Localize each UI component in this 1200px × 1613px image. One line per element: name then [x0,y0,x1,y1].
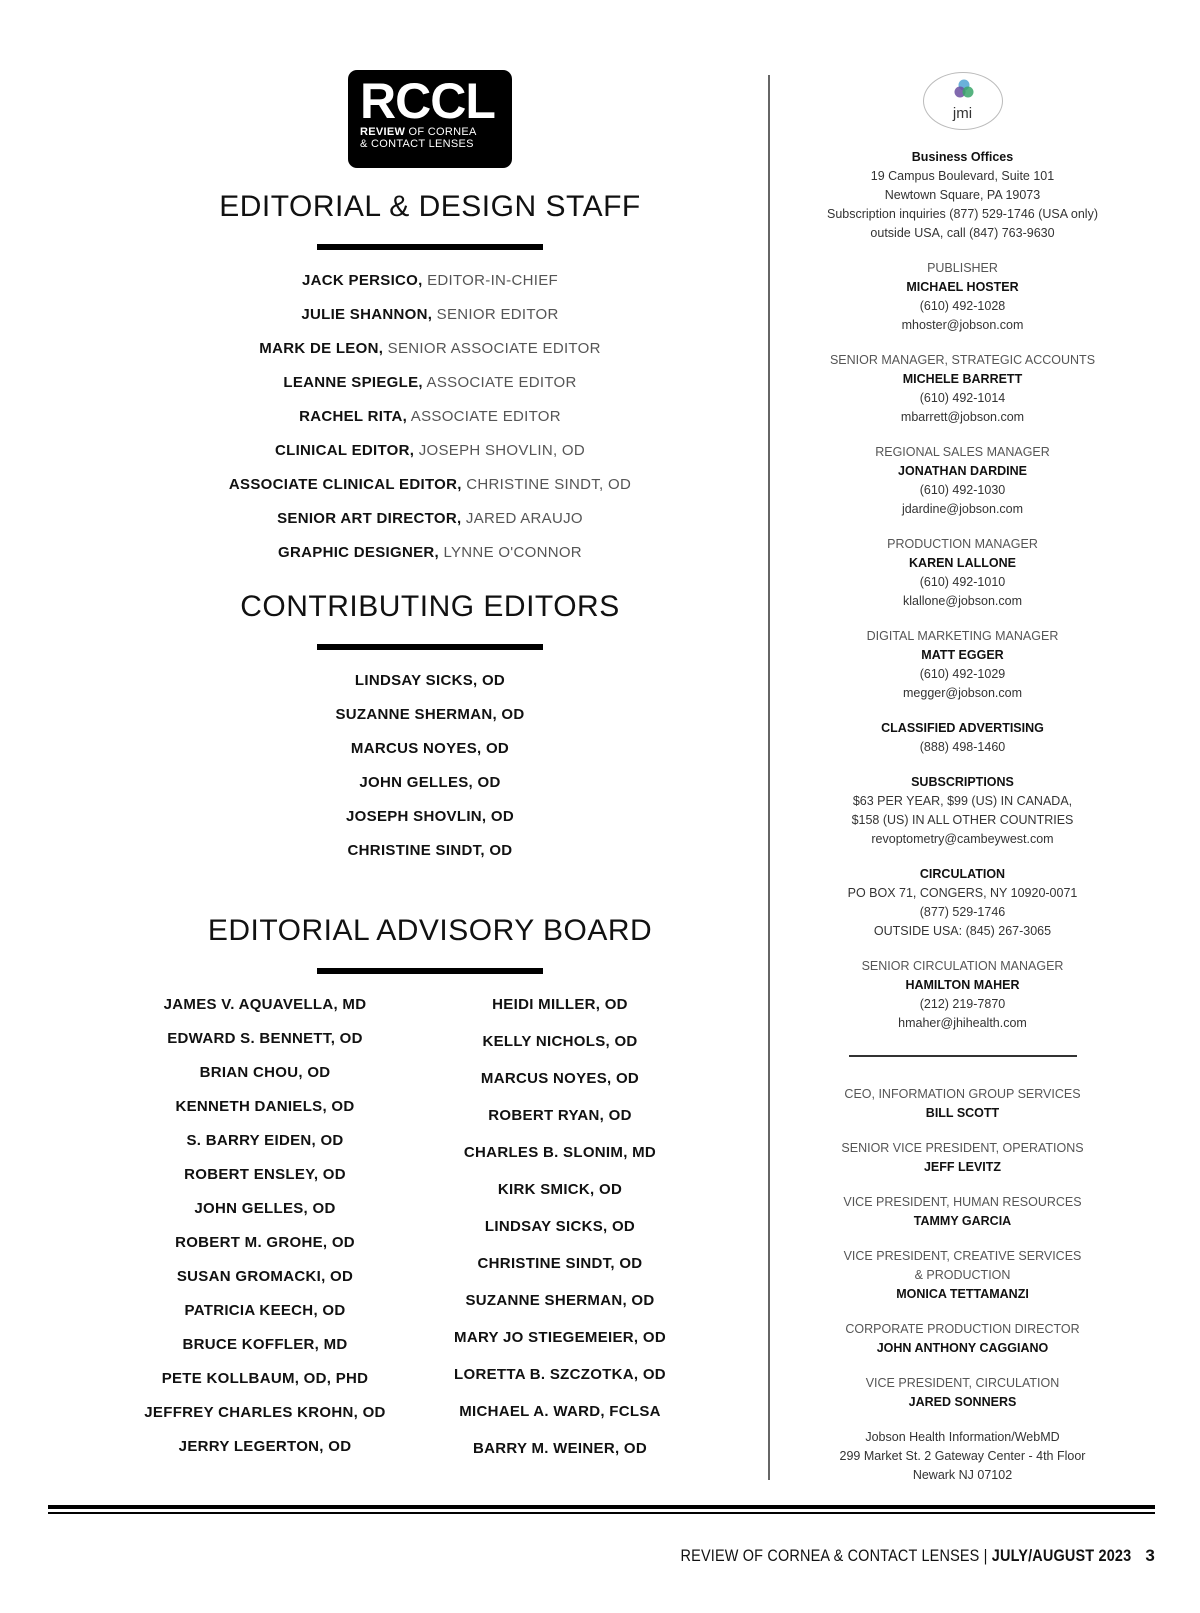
board-member: ROBERT RYAN, OD [488,1107,632,1124]
contact-block [800,627,1125,703]
staff-title: SENIOR ASSOCIATE EDITOR [383,340,601,357]
circulation-block [800,865,1125,941]
address-line: 299 Market St. 2 Gateway Center - 4th Floor [839,1448,1086,1463]
circulation-line: PO BOX 71, CONGERS, NY 10920-0071 [847,886,1078,900]
staff-item [120,476,740,510]
logo-sub-bold: REVIEW [360,126,406,138]
circ-manager-name: HAMILTON MAHER [905,978,1020,992]
editorial-heading: EDITORIAL & DESIGN STAFF [219,190,641,223]
classified-block [800,719,1125,757]
board-member: BRIAN CHOU, OD [199,1064,331,1081]
board-member: PETE KOLLBAUM, OD, PHD [161,1370,369,1387]
board-member: MICHAEL A. WARD, FCLSA [459,1403,661,1420]
staff-item [120,544,740,578]
jmi-logo-text: jmi [952,105,973,122]
page-footer [601,1546,1155,1566]
board-member: KENNETH DANIELS, OD [175,1098,355,1115]
executive-name: JARED SONNERS [908,1394,1017,1409]
executive-role: VICE PRESIDENT, CIRCULATION [865,1375,1060,1390]
page-number: 3 [1145,1546,1155,1565]
staff-item [120,442,740,476]
contact-email[interactable]: klallone@jobson.com [902,594,1022,608]
staff-item [120,272,740,306]
staff-title: JARED ARAUJO [461,510,583,527]
staff-name: JULIE SHANNON, [301,306,433,323]
contact-name: MICHAEL HOSTER [906,280,1019,294]
board-member: JAMES V. AQUAVELLA, MD [163,996,367,1013]
board-member: BRUCE KOFFLER, MD [182,1336,348,1353]
contact-name: MICHELE BARRETT [902,372,1023,386]
business-offices [800,148,1125,243]
executive-block [800,1247,1125,1304]
staff-title: JOSEPH SHOVLIN, OD [414,442,585,459]
executive-role: CEO, INFORMATION GROUP SERVICES [844,1086,1081,1101]
editorial-staff-list [120,272,740,578]
board-member: JEFFREY CHARLES KROHN, OD [144,1404,386,1421]
contact-role: PUBLISHER [927,261,998,275]
board-member: ROBERT M. GROHE, OD [175,1234,355,1251]
board-member: ROBERT ENSLEY, OD [184,1166,346,1183]
left-column [120,70,740,1456]
board-member: EDWARD S. BENNETT, OD [167,1030,363,1047]
footer-publication [681,1546,1132,1566]
logo-sub-rest: OF CORNEA [405,126,477,138]
contact-phone: (610) 492-1014 [919,391,1006,405]
subscriptions-email[interactable]: revoptometry@cambeywest.com [871,832,1054,846]
executives-list [800,1085,1125,1412]
contributing-editor: CHRISTINE SINDT, OD [347,842,513,859]
address-line: Newark NJ 07102 [912,1467,1013,1482]
contact-block [800,535,1125,611]
classified-phone: (888) 498-1460 [919,740,1006,754]
contributing-editor: JOSEPH SHOVLIN, OD [346,808,514,825]
staff-name: RACHEL RITA, [299,408,408,425]
circ-manager-email[interactable]: hmaher@jhihealth.com [898,1016,1027,1030]
board-member: JERRY LEGERTON, OD [178,1438,352,1455]
staff-name: LEANNE SPIEGLE, [283,374,423,391]
contributing-editor: JOHN GELLES, OD [359,774,501,791]
advisory-column-2 [420,996,700,1477]
executive-role: CORPORATE PRODUCTION DIRECTOR [845,1321,1080,1336]
logo-title: RCCL [360,73,495,129]
staff-name: CLINICAL EDITOR, [274,442,415,459]
staff-title: ASSOCIATE EDITOR [407,408,561,425]
executive-role: VICE PRESIDENT, HUMAN RESOURCES [843,1194,1082,1209]
contact-role: PRODUCTION MANAGER [887,537,1038,551]
footer-issue: JULY/AUGUST 2023 [991,1546,1132,1565]
board-member: MARY JO STIEGEMEIER, OD [454,1329,666,1346]
contributing-editor: MARCUS NOYES, OD [350,740,510,757]
footer-rule-thick [48,1505,1155,1509]
board-member: PATRICIA KEECH, OD [184,1302,346,1319]
contact-email[interactable]: megger@jobson.com [903,686,1022,700]
editorial-rule [317,244,543,250]
subscriptions-title: SUBSCRIPTIONS [911,775,1014,789]
executive-block [800,1320,1125,1358]
executive-name: JEFF LEVITZ [923,1159,1002,1174]
jmi-logo [923,72,1003,130]
footer-publication-name: REVIEW OF CORNEA & CONTACT LENSES [680,1546,980,1565]
contributing-heading: CONTRIBUTING EDITORS [240,590,620,623]
circulation-manager-block [800,957,1125,1033]
logo-subtitle-2: & CONTACT LENSES [360,138,474,150]
contributing-list [120,672,740,876]
staff-name: JACK PERSICO, [302,272,423,289]
footer-separator: | [979,1546,992,1565]
executive-role-cont: & PRODUCTION [914,1267,1011,1282]
staff-name: ASSOCIATE CLINICAL EDITOR, [228,476,462,493]
contact-email[interactable]: mhoster@jobson.com [901,318,1024,332]
board-member: LINDSAY SICKS, OD [484,1218,636,1235]
executive-block [800,1085,1125,1123]
board-member: MARCUS NOYES, OD [480,1070,640,1087]
contact-role: DIGITAL MARKETING MANAGER [866,629,1059,643]
circulation-line: (877) 529-1746 [919,905,1006,919]
staff-name: MARK DE LEON, [259,340,384,357]
circulation-title: CIRCULATION [919,867,1006,881]
contact-name: KAREN LALLONE [909,556,1016,570]
advisory-heading: EDITORIAL ADVISORY BOARD [207,914,653,947]
advisory-column-1 [120,996,410,1472]
staff-title: SENIOR EDITOR [432,306,559,323]
staff-title: CHRISTINE SINDT, OD [461,476,632,493]
executive-role: SENIOR VICE PRESIDENT, OPERATIONS [841,1140,1084,1155]
footer-rule-thin [48,1512,1155,1514]
address-block [800,1428,1125,1485]
staff-title: EDITOR-IN-CHIEF [422,272,558,289]
business-title: Business Offices [911,150,1014,164]
address-line: Jobson Health Information/WebMD [865,1429,1060,1444]
board-member: SUSAN GROMACKI, OD [176,1268,354,1285]
circulation-line: OUTSIDE USA: (845) 267-3065 [873,924,1052,938]
executive-name: MONICA TETTAMANZI [896,1286,1029,1301]
board-member: S. BARRY EIDEN, OD [186,1132,344,1149]
contact-role: SENIOR MANAGER, STRATEGIC ACCOUNTS [829,353,1096,367]
contact-block [800,443,1125,519]
rccl-logo [348,70,512,168]
staff-item [120,340,740,374]
board-member: KIRK SMICK, OD [497,1181,623,1198]
staff-title: LYNNE O'CONNOR [439,544,582,561]
executive-block [800,1193,1125,1231]
staff-title: ASSOCIATE EDITOR [422,374,577,391]
staff-name: GRAPHIC DESIGNER, [278,544,439,561]
business-line: Subscription inquiries (877) 529-1746 (USA only) [827,207,1098,221]
contact-phone: (610) 492-1010 [919,575,1006,589]
contact-phone: (610) 492-1030 [919,483,1006,497]
executive-name: JOHN ANTHONY CAGGIANO [876,1340,1049,1355]
right-divider [849,1055,1077,1057]
staff-name: SENIOR ART DIRECTOR, [277,510,462,527]
subscriptions-block [800,773,1125,849]
board-member: KELLY NICHOLS, OD [482,1033,638,1050]
board-member: CHRISTINE SINDT, OD [477,1255,643,1272]
staff-item [120,408,740,442]
contact-role: REGIONAL SALES MANAGER [875,445,1050,459]
board-member: CHARLES B. SLONIM, MD [463,1144,657,1161]
business-line: Newtown Square, PA 19073 [884,188,1041,202]
subscriptions-line: $158 (US) IN ALL OTHER COUNTRIES [851,813,1074,827]
board-member: SUZANNE SHERMAN, OD [465,1292,655,1309]
circ-manager-role: SENIOR CIRCULATION MANAGER [861,959,1064,973]
staff-item [120,374,740,408]
subscriptions-line: $63 PER YEAR, $99 (US) IN CANADA, [852,794,1073,808]
column-divider [768,75,770,1480]
contacts-list [800,259,1125,703]
contact-name: MATT EGGER [921,648,1004,662]
business-line: 19 Campus Boulevard, Suite 101 [870,169,1055,183]
jmi-circles-icon [952,79,976,101]
board-member: BARRY M. WEINER, OD [472,1440,648,1457]
executive-block [800,1374,1125,1412]
contact-name: JONATHAN DARDINE [898,464,1027,478]
executive-name: BILL SCOTT [925,1105,1000,1120]
contact-email[interactable]: mbarrett@jobson.com [900,410,1025,424]
contact-phone: (610) 492-1028 [919,299,1006,313]
contact-block [800,351,1125,427]
business-line: outside USA, call (847) 763-9630 [870,226,1055,240]
contributing-rule [317,644,543,650]
board-member: HEIDI MILLER, OD [492,996,628,1013]
contributing-editor: SUZANNE SHERMAN, OD [335,706,525,723]
right-column [800,72,1125,1501]
contact-phone: (610) 492-1029 [919,667,1006,681]
contact-block [800,259,1125,335]
executive-block [800,1139,1125,1177]
board-member: LORETTA B. SZCZOTKA, OD [454,1366,666,1383]
advisory-rule [317,968,543,974]
contact-email[interactable]: jdardine@jobson.com [901,502,1024,516]
executive-role: VICE PRESIDENT, CREATIVE SERVICES [843,1248,1082,1263]
contributing-editor: LINDSAY SICKS, OD [354,672,506,689]
logo-wrap [120,70,740,168]
board-member: JOHN GELLES, OD [194,1200,336,1217]
staff-item [120,306,740,340]
executive-name: TAMMY GARCIA [913,1213,1012,1228]
classified-title: CLASSIFIED ADVERTISING [881,721,1044,735]
staff-item [120,510,740,544]
circ-manager-phone: (212) 219-7870 [919,997,1006,1011]
advisory-board [120,996,740,1456]
